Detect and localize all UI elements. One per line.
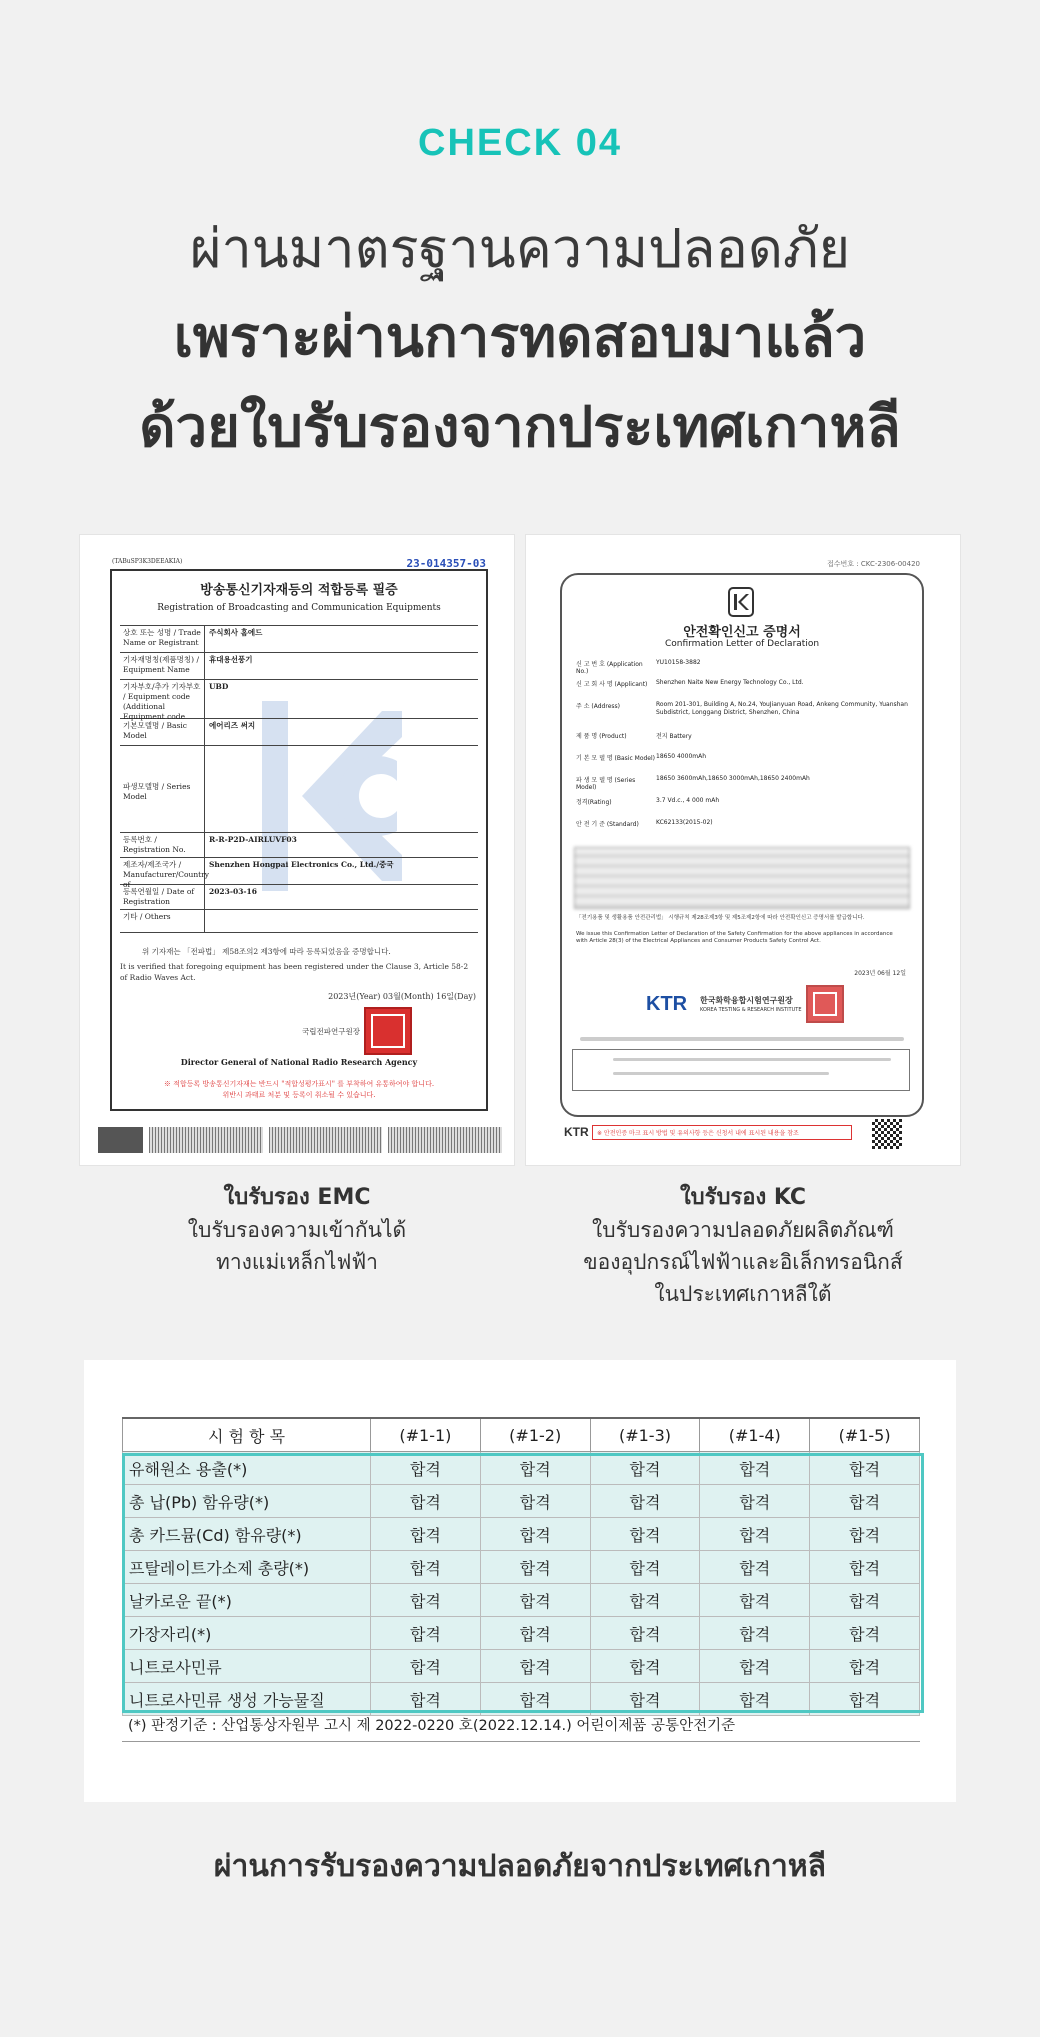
table-row [123, 1551, 920, 1584]
table-cell: 합격 [480, 1683, 590, 1716]
kc-field-value: 18650 4000mAh [656, 753, 707, 760]
headline-line1: ผ่านมาตรฐานความปลอดภัย [189, 217, 851, 280]
emc-field-value: 주식회사 홈에드 [209, 628, 263, 637]
table-cell: 합격 [590, 1518, 700, 1551]
table-cell: 합격 [371, 1584, 481, 1617]
emc-field-label: 상호 또는 성명 / Trade Name or Registrant [120, 626, 205, 652]
table-cell: 합격 [480, 1650, 590, 1683]
emc-agency-en: Director General of National Radio Research Agency [180, 1057, 418, 1067]
table-header-cell: 시 험 항 목 [123, 1418, 371, 1452]
emc-red-note1: ※ 적합등록 방송통신기자재는 반드시 "적합성평가표시" 를 부착하여 유통하여야 합니다. [163, 1080, 435, 1088]
kc-red-box: ※ 안전인증 마크 표시 방법 및 유의사항 등은 신청서 내에 표시된 내용을 참조 [592, 1125, 852, 1140]
table-cell: 합격 [590, 1683, 700, 1716]
table-cell: 합격 [700, 1650, 810, 1683]
kc-doc-number: 접수번호 : CKC-2306-00420 [827, 560, 920, 568]
table-cell: 합격 [590, 1650, 700, 1683]
table-cell: 합격 [480, 1617, 590, 1650]
kc-caption [526, 1182, 960, 1310]
kc-field-label: 제 품 명 (Product) [576, 733, 627, 740]
emc-field-value: Shenzhen Hongpai Electronics Co., Ltd./중국 [209, 860, 394, 869]
emc-statement-en: It is verified that foregoing equipment has been registered under the Clause 3, Article 58-2 of Radio Waves Act. [120, 962, 469, 982]
table-cell: 합격 [810, 1617, 920, 1650]
table-cell: 합격 [810, 1584, 920, 1617]
table-cell: 합격 [700, 1485, 810, 1518]
emc-field-value: 2023-03-16 [209, 887, 257, 896]
table-cell: 합격 [371, 1518, 481, 1551]
table-cell: 합격 [590, 1551, 700, 1584]
table-cell-item: 날카로운 끝(*) [123, 1584, 371, 1617]
emc-field-label: 기자부호/추가 기자부호 / Equipment code (Additional Equipment code [120, 680, 205, 718]
check-label: CHECK 04 [418, 122, 622, 164]
table-row [123, 1518, 920, 1551]
table-header-row [123, 1418, 920, 1452]
emc-field-label: 파생모델명 / Series Model [120, 746, 205, 832]
emc-caption [80, 1182, 514, 1278]
table-cell: 합격 [700, 1518, 810, 1551]
kc-caption-desc2: ของอุปกรณ์ไฟฟ้าและอิเล็กทรอนิกส์ [583, 1250, 903, 1274]
table-cell: 합격 [480, 1584, 590, 1617]
kc-field-list [576, 659, 908, 841]
table-row [123, 1683, 920, 1716]
table-cell: 합격 [810, 1485, 920, 1518]
kc-field-value: KC62133(2015-02) [656, 819, 713, 826]
kc-field-label: 기 본 모 델 명 (Basic Model) [576, 755, 656, 762]
emc-field-rows [120, 625, 478, 933]
table-cell: 합격 [700, 1584, 810, 1617]
table-cell: 합격 [371, 1683, 481, 1716]
emc-field-label: 기본모델명 / Basic Model [120, 719, 205, 745]
kc-field-value: 18650 3600mAh,18650 3000mAh,18650 2400mAh [656, 775, 810, 782]
emc-caption-title: ใบรับรอง EMC [223, 1185, 371, 1210]
table-row [123, 1650, 920, 1683]
table-cell: 합격 [480, 1452, 590, 1485]
kc-field-label: 신 고 회 사 명 (Applicant) [576, 681, 648, 688]
table-footnote: (*) 판정기준 : 산업통상자원부 고시 제 2022-0220 호(2022.12.14.) 어린이제품 공통안전기준 [128, 1718, 736, 1734]
emc-statement-ko: 위 기자재는 「전파법」 제58조의2 제3항에 따라 등록되었음을 증명합니다. [142, 947, 391, 956]
table-cell: 합격 [371, 1551, 481, 1584]
table-cell: 합격 [810, 1518, 920, 1551]
kc-redacted-box [574, 847, 910, 909]
emc-title-ko: 방송통신기자재등의 적합등록 필증 [200, 583, 398, 598]
table-row [123, 1584, 920, 1617]
table-cell: 합격 [480, 1485, 590, 1518]
table-cell: 합격 [590, 1617, 700, 1650]
table-cell-item: 니트로사민류 생성 가능물질 [123, 1683, 371, 1716]
emc-field-label: 등록번호 / Registration No. [120, 833, 205, 857]
table-cell: 합격 [590, 1485, 700, 1518]
emc-certificate-document [110, 557, 488, 1111]
emc-official-seal [364, 1007, 412, 1055]
emc-form-no: (TABuSP3K3DEEAKIA) [112, 558, 183, 565]
kc-statement-ko: 「전기용품 및 생활용품 안전관리법」 시행규칙 제28조제3항 및 제5조제2항에 따라 안전확인신고 증명서를 발급합니다. [576, 915, 865, 921]
table-cell: 합격 [590, 1584, 700, 1617]
table-cell: 합격 [700, 1617, 810, 1650]
emc-field-value [205, 910, 478, 932]
table-cell: 합격 [480, 1551, 590, 1584]
emc-field-value: R-R-P2D-AIRLUVF03 [209, 835, 297, 844]
qr-code-icon [872, 1119, 902, 1149]
emc-certificate-card [80, 535, 514, 1165]
emc-field-label: 기자재명칭(제품명칭) / Equipment Name [120, 653, 205, 679]
emc-caption-desc2: ทางแม่เหล็กไฟฟ้า [216, 1250, 378, 1274]
table-row [123, 1485, 920, 1518]
kc-field-label: 주 소 (Address) [576, 703, 620, 710]
kc-certificate-document [560, 573, 924, 1117]
table-cell: 합격 [480, 1518, 590, 1551]
table-header-cell: (#1-5) [810, 1418, 920, 1452]
emc-field-value: UBD [209, 682, 229, 691]
emc-field-label: 제조자/제조국가 / Manufacturer/Country of [120, 858, 205, 884]
kc-certificate-card [526, 535, 960, 1165]
kc-field-value: Room 201-301, Building A, No.24, YouJianyuan Road, Ankeng Community, Yuanshan Subdistrict, Longgang District, Shenzhen, China [656, 701, 908, 716]
test-results-table [122, 1417, 920, 1716]
test-results-card [84, 1360, 956, 1802]
kc-statement-en: We issue this Confirmation Letter of Declaration of the Safety Confirmation for the above appliances in accordance with Article 28(3) of the Electrical Appliances and Consumer Products Safety Control Act. [576, 931, 893, 944]
kc-title-ko: 안전확인신고 증명서 [683, 625, 801, 640]
kc-field-label: 신 고 번 호 (Application No.) [576, 661, 643, 675]
ktr-name-ko: 한국화학융합시험연구원장 [700, 996, 793, 1005]
table-cell: 합격 [371, 1617, 481, 1650]
emc-field-value [205, 746, 478, 832]
emc-title-en: Registration of Broadcasting and Communication Equipments [157, 603, 441, 613]
kc-field-label: 정격(Rating) [576, 799, 612, 806]
kc-info-table [572, 1049, 910, 1091]
ktr-footer-logo: KTR [564, 1125, 589, 1139]
ktr-name-en: KOREA TESTING & RESEARCH INSTITUTE [700, 1007, 802, 1013]
table-cell: 합격 [371, 1485, 481, 1518]
table-cell-item: 니트로사민류 [123, 1650, 371, 1683]
table-cell-item: 유해원소 용출(*) [123, 1452, 371, 1485]
table-cell: 합격 [700, 1452, 810, 1485]
kc-date: 2023년 06월 12일 [854, 970, 906, 977]
kc-field-value: YU10158-3882 [656, 659, 701, 666]
headline-line2: เพราะผ่านการทดสอบมาแล้ว [173, 305, 867, 370]
table-cell-item: 총 납(Pb) 함유량(*) [123, 1485, 371, 1518]
table-cell: 합격 [810, 1683, 920, 1716]
table-cell: 합격 [700, 1683, 810, 1716]
table-cell: 합격 [810, 1650, 920, 1683]
kc-title-en: Confirmation Letter of Declaration [664, 639, 820, 649]
table-cell: 합격 [371, 1452, 481, 1485]
emc-doc-number: 23-014357-03 [406, 557, 486, 570]
kc-field-label: 파 생 모 델 명 (Series Model) [576, 777, 636, 791]
kc-caption-desc3: ในประเทศเกาหลีใต้ [654, 1282, 832, 1306]
kc-field-label: 안 전 기 준 (Standard) [576, 821, 639, 828]
emc-agency-ko: 국립전파연구원장 [302, 1027, 360, 1036]
footer-caption: ผ่านการรับรองความปลอดภัยจากประเทศเกาหลี [213, 1849, 827, 1884]
emc-barcode-strip [98, 1127, 502, 1153]
table-header-cell: (#1-1) [371, 1418, 481, 1452]
table-cell: 합격 [371, 1650, 481, 1683]
kc-caption-desc1: ใบรับรองความปลอดภัยผลิตภัณฑ์ [592, 1218, 894, 1242]
kc-field-value: 3.7 Vd.c., 4 000 mAh [656, 797, 720, 804]
table-header-cell: (#1-2) [480, 1418, 590, 1452]
table-cell-item: 프탈레이트가소제 총량(*) [123, 1551, 371, 1584]
emc-field-label: 기타 / Others [120, 910, 205, 932]
kc-field-value: 전지 Battery [656, 733, 692, 740]
kc-caption-title: ใบรับรอง KC [679, 1185, 807, 1210]
headline-line3: ด้วยใบรับรองจากประเทศเกาหลี [139, 395, 901, 460]
table-bottom-rule [122, 1741, 920, 1742]
table-cell: 합격 [700, 1551, 810, 1584]
kc-official-seal [806, 985, 844, 1023]
table-row [123, 1452, 920, 1485]
kc-field-value: Shenzhen Naite New Energy Technology Co., Ltd. [656, 679, 804, 686]
table-header-cell: (#1-4) [700, 1418, 810, 1452]
emc-field-label: 등록연월일 / Date of Registration [120, 885, 205, 909]
emc-field-value: 에어리즈 써지 [209, 721, 256, 730]
emc-red-note2: 위반시 과태료 처분 및 등록이 취소될 수 있습니다. [222, 1091, 376, 1099]
table-cell-item: 총 카드뮴(Cd) 함유량(*) [123, 1518, 371, 1551]
table-header-cell: (#1-3) [590, 1418, 700, 1452]
emc-date: 2023년(Year) 03월(Month) 16일(Day) [328, 992, 476, 1001]
table-cell-item: 가장자리(*) [123, 1617, 371, 1650]
emc-caption-desc1: ใบรับรองความเข้ากันได้ [187, 1218, 407, 1242]
table-cell: 합격 [590, 1452, 700, 1485]
table-cell: 합격 [810, 1452, 920, 1485]
table-cell: 합격 [810, 1551, 920, 1584]
emc-field-value: 휴대용선풍기 [209, 655, 253, 664]
ktr-logo: KTR [646, 993, 688, 1015]
kc-logo-icon [728, 587, 754, 617]
table-row [123, 1617, 920, 1650]
kc-fine-print [580, 1037, 904, 1041]
